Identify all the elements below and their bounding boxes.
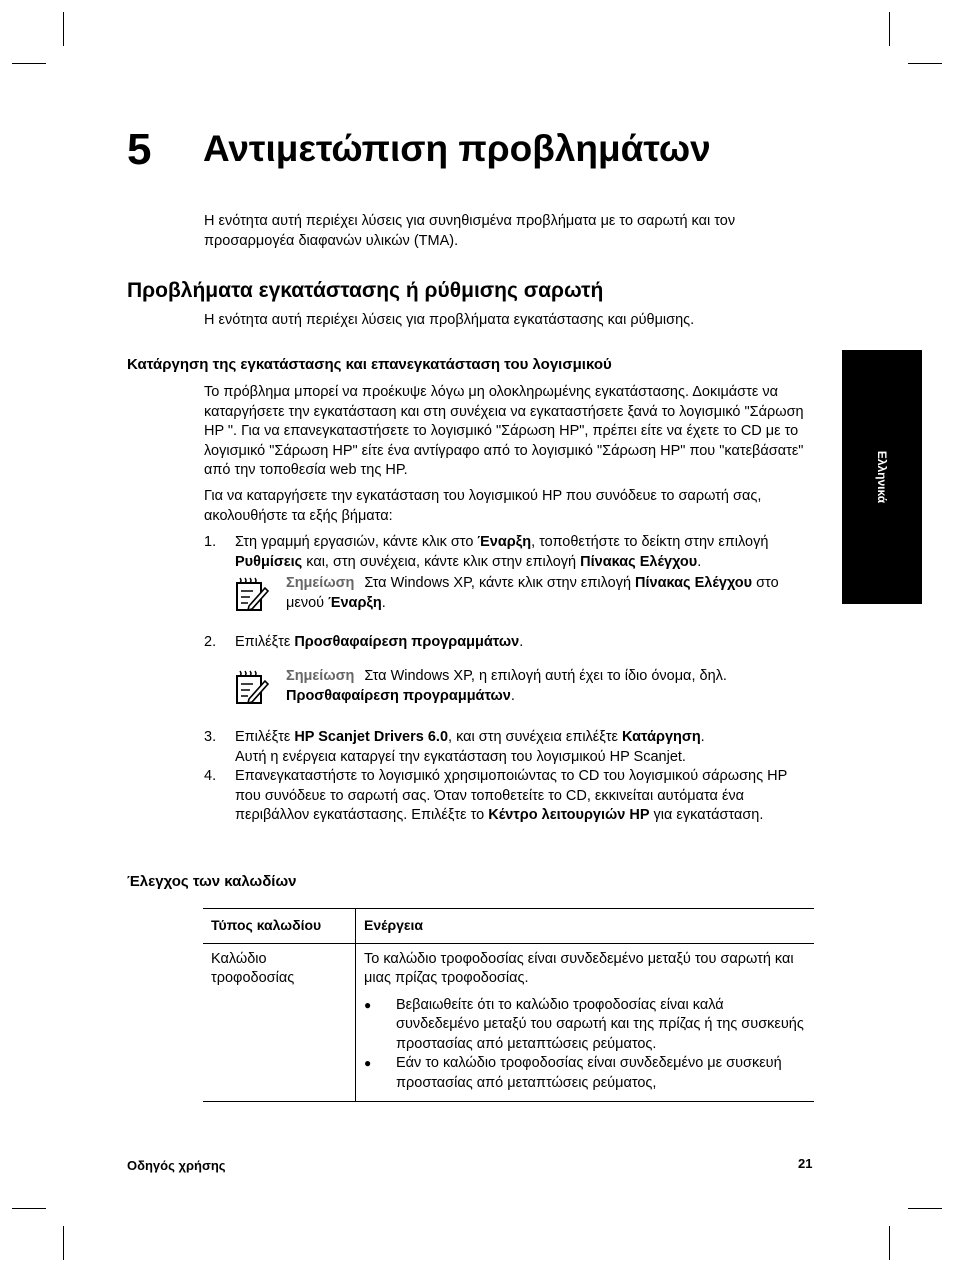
cable-type-cell: Καλώδιο τροφοδοσίας: [203, 943, 356, 1102]
step-number: 2.: [204, 634, 217, 650]
side-tab-label: Ελληνικά: [875, 450, 889, 504]
list-item: ● Βεβαιωθείτε ότι το καλώδιο τροφοδοσίας είναι καλά συνδεδεμένο μεταξύ του σαρωτή και της πρίζας ή της συσκευής προστασίας από μεταπτώσεις ρεύματος.: [364, 996, 806, 1055]
column-header: Ενέργεια: [356, 909, 815, 944]
step-number: 1.: [204, 534, 217, 550]
action-cell: [356, 943, 815, 1102]
page-number: 21: [798, 1156, 813, 1171]
chapter-title: Αντιμετώπιση προβλημάτων: [203, 128, 711, 169]
section-title: Προβλήματα εγκατάστασης ή ρύθμισης σαρωτή: [127, 279, 604, 302]
crop-mark: [12, 1208, 46, 1209]
crop-mark: [12, 63, 46, 64]
step-text: Επιλέξτε HP Scanjet Drivers 6.0, και στη συνέχεια επιλέξτε Κατάργηση. Αυτή η ενέργεια καταργεί την εγκατάσταση του λογισμικού HP Scanjet.: [235, 729, 705, 765]
note-text: Σημείωση Στα Windows XP, η επιλογή αυτή έχει το ίδιο όνομα, δηλ. Προσθαφαίρεση προγραμμάτων.: [286, 668, 727, 704]
footer-title: Οδηγός χρήσης: [127, 1158, 226, 1173]
section-text: Η ενότητα αυτή περιέχει λύσεις για προβλήματα εγκατάστασης και ρύθμισης.: [204, 312, 695, 328]
step-text: Επιλέξτε Προσθαφαίρεση προγραμμάτων.: [235, 634, 524, 650]
crop-mark: [889, 12, 890, 46]
note-icon: [234, 669, 270, 705]
cables-table: [203, 908, 814, 1102]
subsection-title: Κατάργηση της εγκατάστασης και επανεγκατάσταση του λογισμικού: [127, 356, 612, 373]
step-text: Στη γραμμή εργασιών, κάντε κλικ στο Έναρξη, τοποθετήστε το δείκτη στην επιλογή Ρυθμίσεις και, στη συνέχεια, κάντε κλικ στην επιλογή Πίνακας Ελέγχου.: [235, 534, 769, 570]
note-icon: [234, 576, 270, 612]
note-text: Σημείωση Στα Windows XP, κάντε κλικ στην επιλογή Πίνακας Ελέγχου στο μενού Έναρξη.: [286, 575, 779, 611]
language-side-tab: [842, 350, 922, 604]
action-bullets: [364, 996, 806, 1094]
chapter-number: 5: [127, 125, 152, 174]
paragraph: Το πρόβλημα μπορεί να προέκυψε λόγω μη ολοκληρωμένης εγκατάστασης. Δοκιμάστε να καταργήσετε την εγκατάσταση και στη συνέχεια να εγκαταστήσετε ξανά το λογισμικό "Σάρωση HP ". Για να επανεγκαταστήσετε το λογισμικό "Σάρωση HP", πρέπει είτε να έχετε το CD με το λογισμικό "Σάρωση HP" είτε ένα αντίγραφο από το λογισμικό "Σάρωση HP" που "κατεβάσατε" από την τοποθεσία web της HP.: [204, 384, 804, 478]
crop-mark: [889, 1226, 890, 1260]
step-number: 4.: [204, 768, 217, 784]
crop-mark: [63, 12, 64, 46]
table-header-row: [203, 909, 814, 944]
action-text: Το καλώδιο τροφοδοσίας είναι συνδεδεμένο μεταξύ του σαρωτή και μιας πρίζας τροφοδοσίας.: [364, 950, 794, 986]
subsection-title: Έλεγχος των καλωδίων: [127, 873, 297, 890]
crop-mark: [908, 1208, 942, 1209]
chapter-intro: Η ενότητα αυτή περιέχει λύσεις για συνηθισμένα προβλήματα με το σαρωτή και τον προσαρμογέα διαφανών υλικών (TMA).: [204, 213, 736, 249]
step-text: Επανεγκαταστήστε το λογισμικό χρησιμοποιώντας το CD του λογισμικού σάρωσης HP που συνόδευε το σαρωτή σας. Όταν τοποθετείτε το CD, εκκινείται αυτόματα ένα περιβάλλον εγκατάστασης. Επιλέξτε το Κέντρο λειτουργιών HP για εγκατάσταση.: [235, 768, 787, 823]
column-header: Τύπος καλωδίου: [203, 909, 356, 944]
step-number: 3.: [204, 729, 217, 745]
table-row: [203, 943, 814, 1102]
list-item: ● Εάν το καλώδιο τροφοδοσίας είναι συνδεδεμένο με συσκευή προστασίας από μεταπτώσεις ρεύματος,: [364, 1054, 806, 1093]
paragraph: Για να καταργήσετε την εγκατάσταση του λογισμικού HP που συνόδευε το σαρωτή σας, ακολουθήστε τα εξής βήματα:: [204, 488, 762, 524]
crop-mark: [63, 1226, 64, 1260]
crop-mark: [908, 63, 942, 64]
